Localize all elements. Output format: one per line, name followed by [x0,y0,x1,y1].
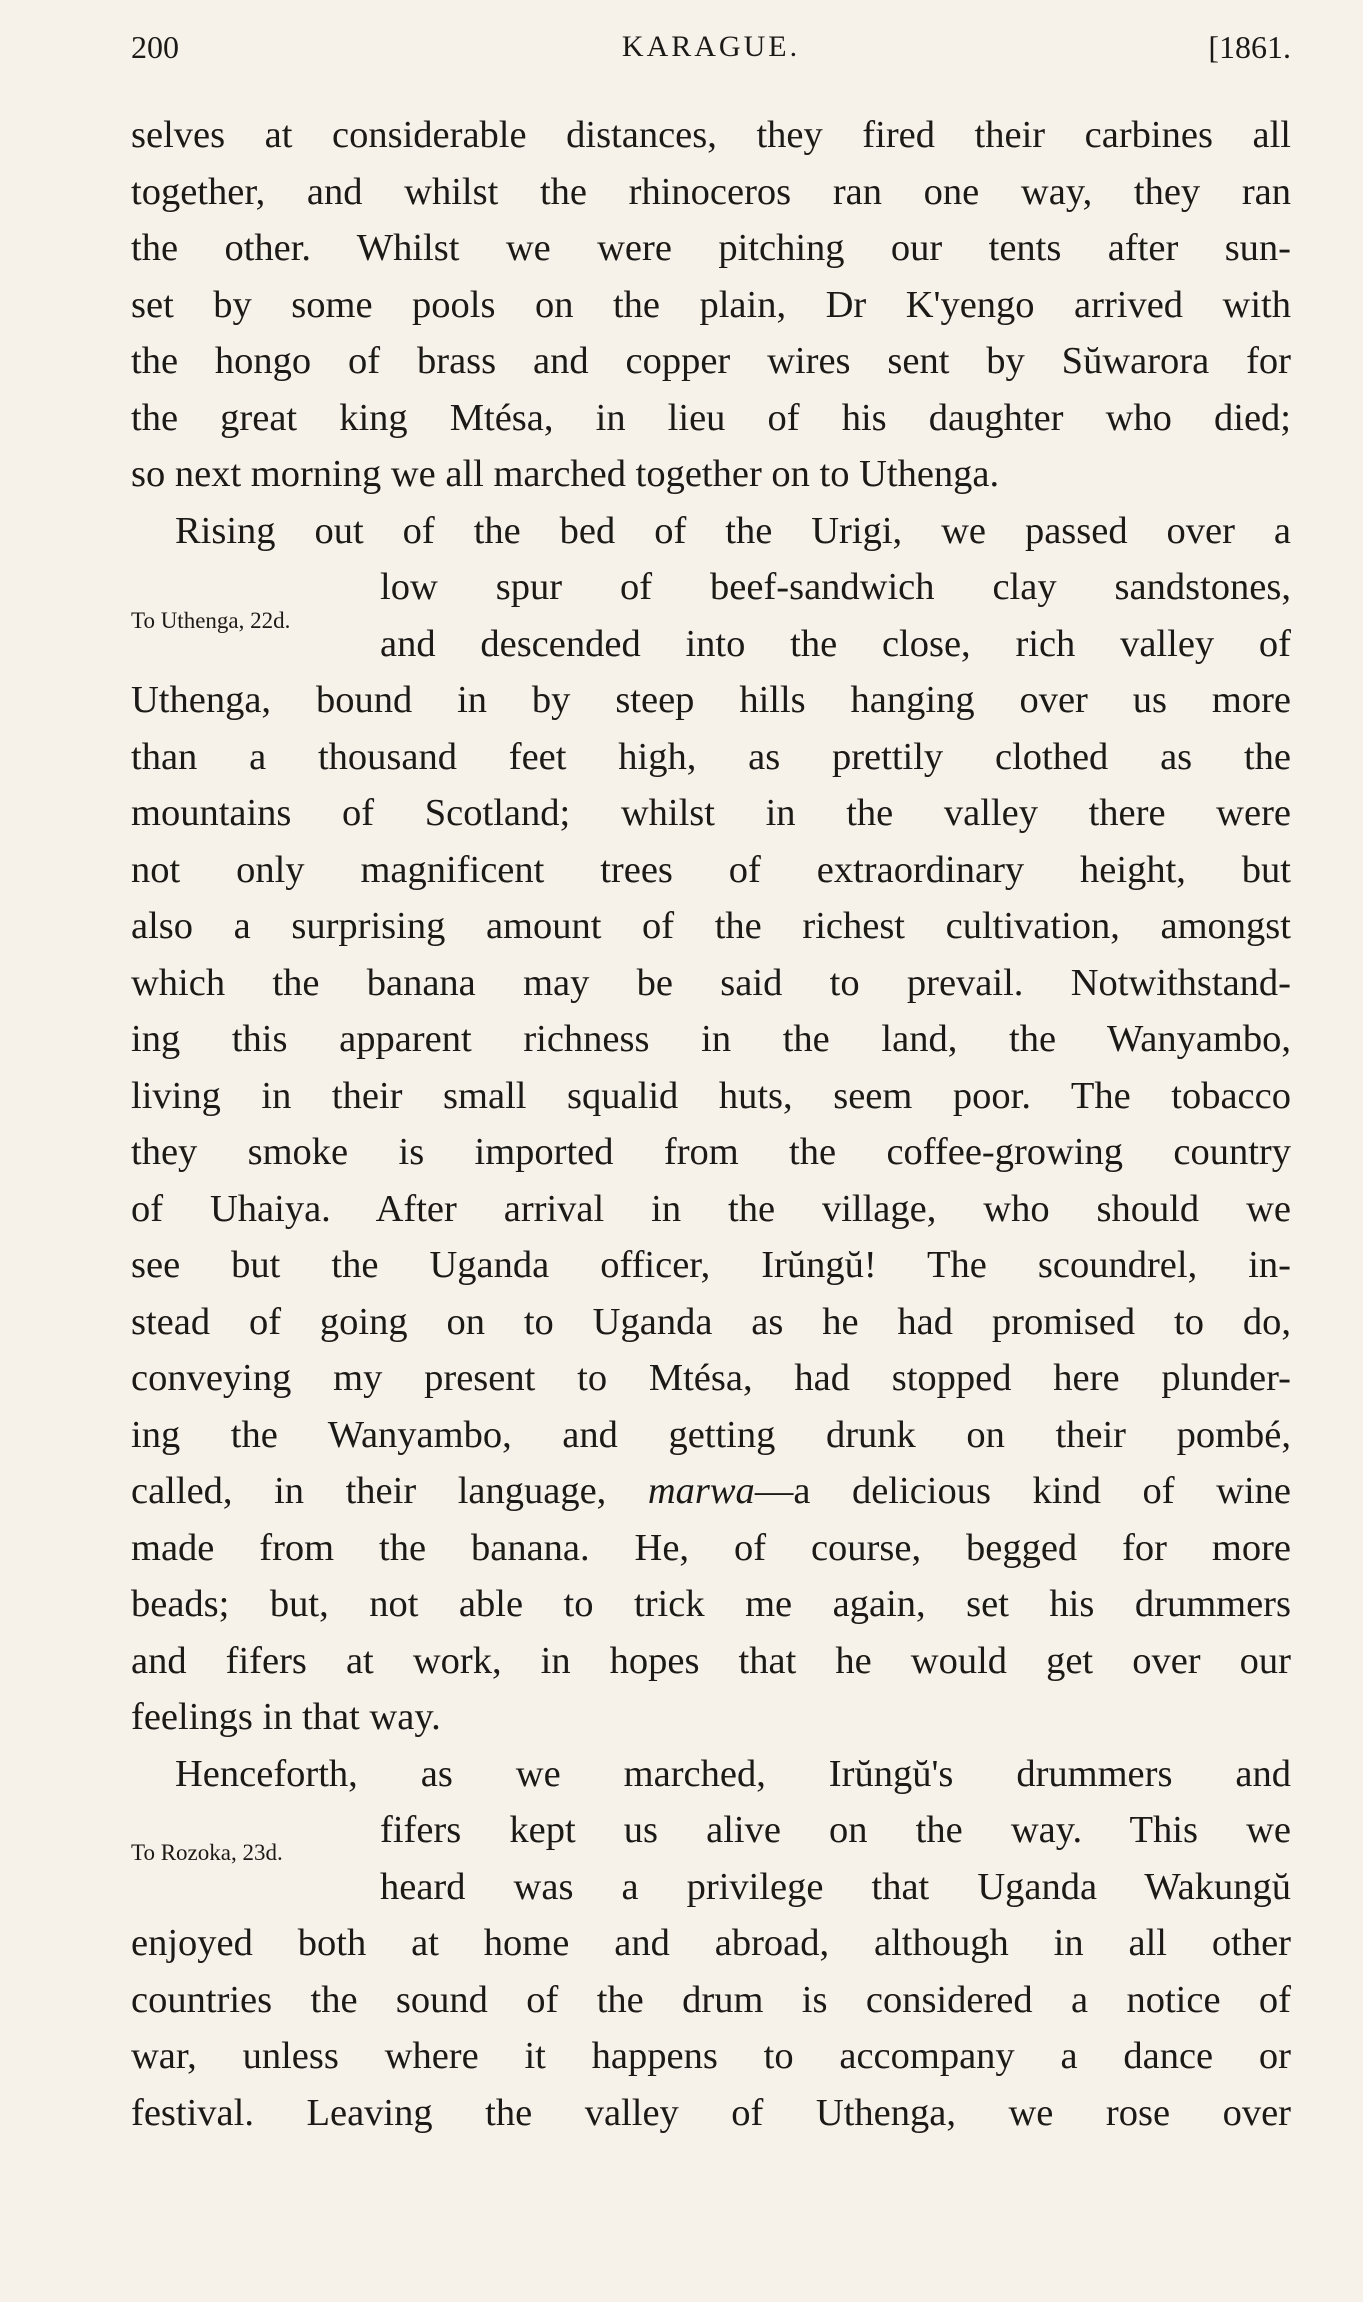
text-line: ing this apparent richness in the land, the Wanyambo, [131,1018,1291,1060]
text-line: mountains of Scotland; whilst in the valley there were [131,792,1291,834]
text-line: living in their small squalid huts, seem poor. The tobacco [131,1074,1291,1117]
text-line: heard was a privilege that Uganda Wakungŭ [380,1865,1291,1908]
margin-note-rozoka: To Rozoka, 23d. [131,1840,283,1865]
text-line: feelings in that way. [131,1696,441,1738]
text-line: the hongo of brass and copper wires sent by Sŭwarora for [131,340,1291,382]
text-line: also a surprising amount of the richest cultivation, amongst [131,905,1291,947]
text-line [131,1463,1291,1520]
text-line: countries the sound of the drum is considered a notice of [131,1978,1291,2021]
page-header [131,22,1291,72]
text-line: together, and whilst the rhinoceros ran one way, they ran [131,170,1291,213]
text-line: Henceforth, as we marched, Irŭngŭ's drummers and [175,1752,1291,1795]
text-line: fifers kept us alive on the way. This we [380,1809,1291,1851]
text-line: see but the Uganda officer, Irŭngŭ! The scoundrel, in- [131,1244,1291,1286]
text-line: of Uhaiya. After arrival in the village, who should we [131,1187,1291,1230]
text-line: they smoke is imported from the coffee-growing country [131,1131,1291,1173]
text-line: the great king Mtésa, in lieu of his daughter who died; [131,396,1291,439]
text-line: festival. Leaving the valley of Uthenga, we rose over [131,2091,1291,2134]
text-line: war, unless where it happens to accompany a dance or [131,2035,1291,2077]
running-title: KARAGUE. [621,30,801,63]
text-line: made from the banana. He, of course, begged for more [131,1526,1291,1569]
text-line: Uthenga, bound in by steep hills hanging over us more [131,679,1291,721]
text-line: beads; but, not able to trick me again, set his drummers [131,1583,1291,1625]
page-number: 200 [131,29,179,65]
text-line: selves at considerable distances, they fired their carbines all [131,114,1291,156]
text-line: not only magnificent trees of extraordinary height, but [131,848,1291,891]
text-line: Rising out of the bed of the Urigi, we passed over a [175,509,1291,552]
text-line: low spur of beef-sandwich clay sandstones, [380,566,1291,608]
text-line: and fifers at work, in hopes that he would get over our [131,1639,1291,1682]
text-line: set by some pools on the plain, Dr K'yengo arrived with [131,283,1291,326]
text-segment: called, in their language, [131,1470,648,1512]
text-line: than a thousand feet high, as prettily clothed as the [131,735,1291,778]
text-line: the other. Whilst we were pitching our tents after sun- [131,227,1291,269]
text-line: conveying my present to Mtésa, had stopped here plunder- [131,1357,1291,1399]
text-segment: —a delicious kind of wine [754,1470,1291,1512]
italic-word: marwa [647,1470,755,1512]
header-year: [1861. [1208,29,1291,65]
body-text [131,107,1291,2141]
text-line: stead of going on to Uganda as he had promised to do, [131,1300,1291,1343]
text-line: enjoyed both at home and abroad, although in all other [131,1922,1291,1964]
text-line: so next morning we all marched together on to Uthenga. [131,453,1000,495]
margin-note-uthenga: To Uthenga, 22d. [131,608,291,633]
text-line: and descended into the close, rich valley of [380,622,1291,665]
text-line: ing the Wanyambo, and getting drunk on their pombé, [131,1413,1291,1456]
text-line: which the banana may be said to prevail. Notwithstand- [131,961,1291,1004]
